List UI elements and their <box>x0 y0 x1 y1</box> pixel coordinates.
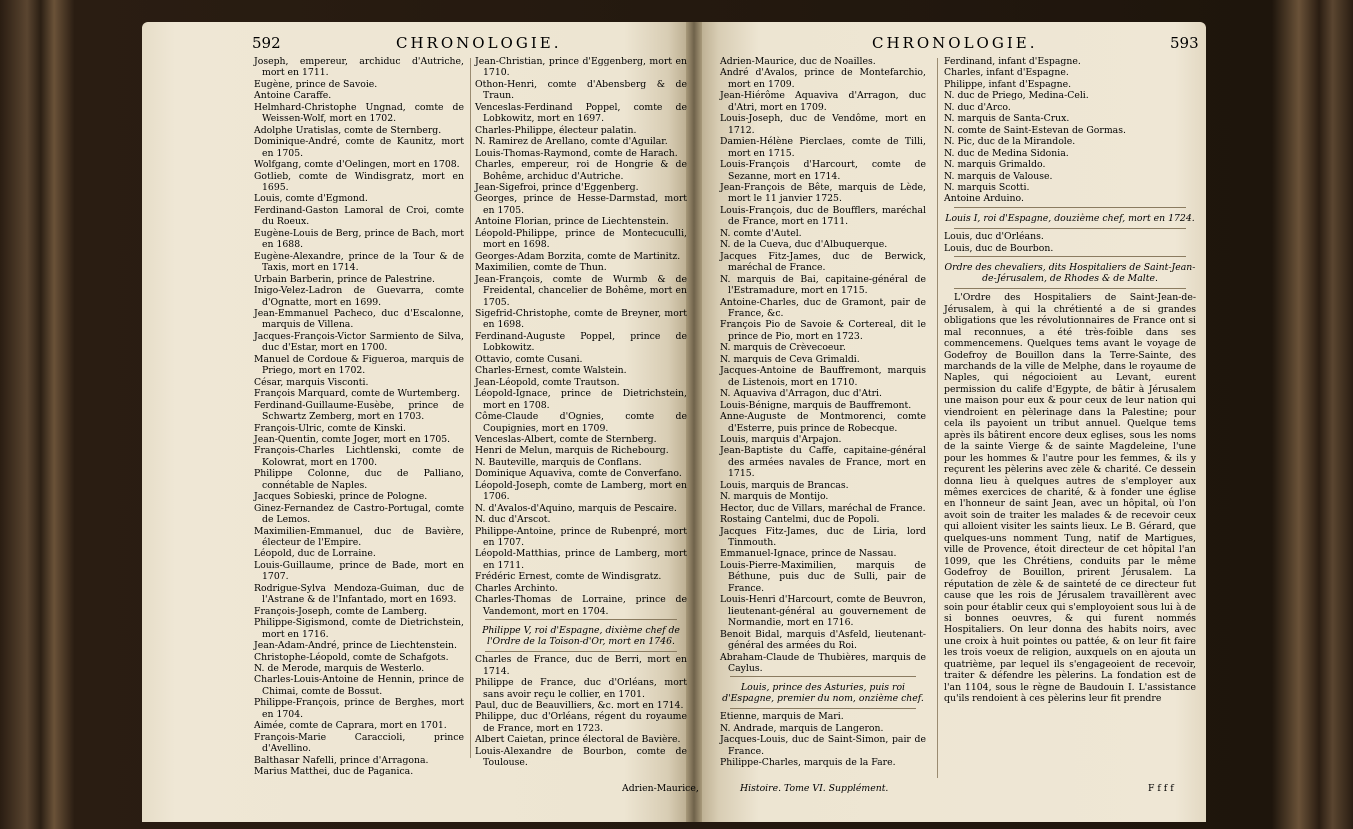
entry: François-Ulric, comte de Kinski. <box>254 422 406 434</box>
section-rule <box>954 228 1186 229</box>
entry: N. Andrade, marquis de Langeron. <box>720 722 884 734</box>
entry: Abraham-Claude de Thubières, marquis de Caylus. <box>720 651 926 675</box>
entry: Jacques-François-Victor Sarmiento de Silva, duc d'Estar, mort en 1700. <box>254 330 464 354</box>
entry: Hector, duc de Villars, maréchal de France. <box>720 502 926 514</box>
entry: N. marquis de Ceva Grimaldi. <box>720 353 860 365</box>
entry: Ferdinand-Guillaume-Eusèbe, prince de Schwartz Zemberg, mort en 1703. <box>254 399 464 423</box>
entry: Emmanuel-Ignace, prince de Nassau. <box>720 548 897 560</box>
entry: Philippe de France, duc d'Orléans, mort sans avoir reçu le collier, en 1701. <box>475 677 687 700</box>
entry: Adolphe Uratislas, comte de Sternberg. <box>254 124 442 136</box>
entry: Ferdinand-Auguste Poppel, prince de Lobkowitz. <box>475 330 687 354</box>
right-column-1 <box>720 56 926 769</box>
entry: Louis-Alexandre de Bourbon, comte de Toulouse. <box>475 745 687 769</box>
entry: Christophe-Léopold, comte de Schafgots. <box>254 651 449 663</box>
section-rule <box>730 676 916 677</box>
entry: Louis-Guillaume, prince de Bade, mort en 1707. <box>254 559 464 583</box>
entry: Léopold, duc de Lorraine. <box>254 548 376 560</box>
entry: Philippe-François, prince de Berghes, mort en 1704. <box>254 697 464 720</box>
entry: N. duc d'Arco. <box>944 101 1011 113</box>
entry: Ottavio, comte Cusani. <box>475 353 583 365</box>
right-column-2 <box>944 56 1196 705</box>
entry: N. duc de Medina Sidonia. <box>944 147 1069 159</box>
section-rule <box>954 256 1186 257</box>
entry: N. marquis de Montijo. <box>720 491 829 503</box>
entry: Ginez-Fernandez de Castro-Portugal, comte de Lemos. <box>254 502 464 526</box>
entry: Anne-Auguste de Montmorenci, comte d'Esterre, puis prince de Robecque. <box>720 411 926 434</box>
entry: Charles de France, duc de Berri, mort en 1714. <box>475 654 687 677</box>
entry: César, marquis Visconti. <box>254 376 369 388</box>
entry: Antoine Florian, prince de Liechtenstein. <box>475 216 669 228</box>
entry: Sigefrid-Christophe, comte de Breyner, mort en 1698. <box>475 307 687 331</box>
entry: Marius Matthei, duc de Paganica. <box>254 766 414 778</box>
entry: Louis, duc de Bourbon. <box>944 242 1054 254</box>
entry: François-Joseph, comte de Lamberg. <box>254 605 428 617</box>
entry: Venceslas-Albert, comte de Sternberg. <box>475 433 657 445</box>
entry: Rostaing Cantelmi, duc de Popoli. <box>720 514 880 526</box>
entry: N. marquis de Santa-Crux. <box>944 113 1070 125</box>
entry: Manuel de Cordoue & Figueroa, marquis de Priego, mort en 1702. <box>254 353 464 377</box>
entry: Eugène-Alexandre, prince de la Tour & de Taxis, mort en 1714. <box>254 250 464 274</box>
entry: Urbain Barberin, prince de Palestrine. <box>254 273 435 285</box>
entry: N. marquis Grimaldo. <box>944 159 1046 171</box>
section-rule <box>730 708 916 709</box>
entry: Jacques-Antoine de Bauffremont, marquis de Listenois, mort en 1710. <box>720 365 926 388</box>
entry: André d'Avalos, prince de Montefarchio, mort en 1709. <box>720 67 926 90</box>
left-page-number: 592 <box>252 34 281 52</box>
hospitaliers-paragraph: L'Ordre des Hospitaliers de Saint-Jean-de-Jérusalem, à qui la chrétienté a de si grandes obligations que les révolutionnaires de France ont si mal reconnues, a été très-foible dans ses commencemens. Quelques tems avant le voyage de Godefroy de Bouillon dans la Terre-Sainte, des marchands de la ville de Melphe, dans le royaume de Naples, qui négocioient au Levant, eurent permission du calife d'Egypte, de bâtir à Jérusalem une maison pour eux & pour ceux de leur nation qui viendroient en pèlerinage dans la Palestine; pour cela ils payoient un tribut annuel. Quelque tems après ils bâtirent encore deux eglises, sous les noms de la sainte Vierge & de sainte Magdeleine, l'une pour les hommes & l'autre pour les femmes, & ils y reçurent les pèlerins avec zèle & charité. Ce dessein donna lieu à quelques autres de s'employer aux mêmes exercices de charité, & à fonder une église en l'honneur de saint Jean, avec un hôpital, où l'on avoit soin de traiter les malades & de recevoir ceux qui alloient visiter les saints lieux. Le B. Gérard, que quelques-uns nomment Tung, natif de Martigues, ville de Provence, étoit directeur de cet hôpital l'an 1099, que les Chrétiens, conduits par le même Godefroy de Bouillon, prirent Jérusalem. La réputation de zèle & de sainteté de ce directeur fut cause que les rois de Jérusalem travaillèrent avec soin pour établir ceux qui s'employoient sous lui à de si bonnes oeuvres, & qui furent nommés Hospitaliers. On leur donna des habits noirs, avec une croix à huit pointes ou pattée, & on leur fit faire les trois voeux de religion, auxquels on en ajouta un quatrième, par lequel ils s'engageoient de recevoir, traiter & défendre les pèlerins. La fondation est de l'an 1104, sous le règne de Baudouin I. L'assistance qu'ils rendoient à ces pèlerins leur fit prendre <box>944 292 1196 705</box>
left-running-head: CHRONOLOGIE. <box>396 34 562 52</box>
entry: Henri de Melun, marquis de Richebourg. <box>475 445 669 457</box>
entry: Eugène, prince de Savoie. <box>254 78 378 90</box>
entry: Charles, infant d'Espagne. <box>944 67 1069 79</box>
entry: Louis-Bénigne, marquis de Bauffremont. <box>720 399 912 411</box>
left-column-2 <box>475 56 687 769</box>
entry: N. de Merode, marquis de Westerlo. <box>254 663 425 675</box>
entry: N. Ramirez de Arellano, comte d'Aguilar. <box>475 136 668 148</box>
entry: Charles-Ernest, comte Walstein. <box>475 365 627 377</box>
entry: Léopold-Ignace, prince de Dietrichstein, mort en 1708. <box>475 388 687 411</box>
entry: Louis-Thomas-Raymond, comte de Harach. <box>475 147 678 159</box>
entry: Joseph, empereur, archiduc d'Autriche, mort en 1711. <box>254 56 464 79</box>
entry: Eugène-Louis de Berg, prince de Bach, mort en 1688. <box>254 227 464 251</box>
entry: Helmhard-Christophe Ungnad, comte de Weissen-Wolf, mort en 1702. <box>254 101 464 125</box>
entry: Dominique Aquaviva, comte de Converfano. <box>475 468 682 480</box>
entry: Maximilien, comte de Thun. <box>475 262 607 274</box>
entry: Philippe-Charles, marquis de la Fare. <box>720 757 896 769</box>
entry: Balthasar Nafelli, prince d'Arragona. <box>254 754 429 766</box>
entry: Charles Archinto. <box>475 582 558 594</box>
entry: Othon-Henri, comte d'Abensberg & de Traun. <box>475 78 687 102</box>
section-rule <box>485 651 677 652</box>
right-column-divider <box>937 58 938 778</box>
entry: Charles-Louis-Antoine de Hennin, prince de Chimai, comte de Bossut. <box>254 674 464 697</box>
entry: Jean-François, comte de Wurmb & de Freidental, chancelier de Bohême, mort en 1705. <box>475 273 687 308</box>
section-rule <box>954 288 1186 289</box>
entry: N. marquis de Valouse. <box>944 170 1053 182</box>
entry: Jean-François de Bête, marquis de Lède, mort le 11 janvier 1725. <box>720 181 926 205</box>
entry: Benoit Bidal, marquis d'Asfeld, lieutenant-général des armées du Roi. <box>720 628 926 652</box>
entry: Louis, marquis d'Arpajon. <box>720 433 842 445</box>
entry: N. Pic, duc de la Mirandole. <box>944 136 1076 148</box>
entry: François Marquard, comte de Wurtemberg. <box>254 388 460 400</box>
left-catchword: Adrien-Maurice, <box>622 783 699 794</box>
entry: Gotlieb, comte de Windisgratz, mort en 1695. <box>254 170 464 193</box>
entry: N. duc d'Arscot. <box>475 514 551 526</box>
entry: Frédéric Ernest, comte de Windisgratz. <box>475 571 662 583</box>
entry: Etienne, marquis de Mari. <box>720 711 844 723</box>
entry: Antoine Caraffe. <box>254 90 332 102</box>
entry: Jean-Sigefroi, prince d'Eggenberg. <box>475 181 639 193</box>
entry: Paul, duc de Beauvilliers, &c. mort en 1714. <box>475 700 684 712</box>
entry: N. marquis de Bai, capitaine-général de l'Estramadure, mort en 1715. <box>720 273 926 297</box>
entry: Jean-Quentin, comte Joger, mort en 1705. <box>254 433 451 445</box>
entry: Louis, comte d'Egmond. <box>254 193 368 205</box>
entry: Louis-Henri d'Harcourt, comte de Beuvron, lieutenant-général au gouvernement de Normandie, mort en 1716. <box>720 594 926 629</box>
entry: Jacques Fitz-James, duc de Berwick, maréchal de France. <box>720 250 926 274</box>
left-column-divider <box>470 58 471 758</box>
entry: N. de la Cueva, duc d'Albuquerque. <box>720 239 888 251</box>
entry: Jean-Christian, prince d'Eggenberg, mort en 1710. <box>475 56 687 79</box>
section-rule <box>485 619 677 620</box>
entry: Philippe-Antoine, prince de Rubenpré, mort en 1707. <box>475 525 687 549</box>
entry: Jean-Emmanuel Pacheco, duc d'Escalonne, marquis de Villena. <box>254 307 464 331</box>
entry: Georges-Adam Borzita, comte de Martinitz. <box>475 250 681 262</box>
entry: Côme-Claude d'Ognies, comte de Coupignies, mort en 1709. <box>475 411 687 434</box>
entry: N. comte de Saint-Estevan de Gormas. <box>944 124 1126 136</box>
left-column-1 <box>254 56 464 778</box>
entry: Jacques Fitz-James, duc de Liria, lord Tinmouth. <box>720 525 926 549</box>
entry: François Pio de Savoie & Cortereal, dit le prince de Pio, mort en 1723. <box>720 319 926 342</box>
section-heading-philippe-v: Philippe V, roi d'Espagne, dixième chef de l'Ordre de la Toison-d'Or, mort en 1746. <box>482 625 680 647</box>
entry: Adrien-Maurice, duc de Noailles. <box>720 56 876 67</box>
entry: Louis-François, duc de Boufflers, maréchal de France, mort en 1711. <box>720 204 926 228</box>
entry: Léopold-Matthias, prince de Lamberg, mort en 1711. <box>475 548 687 571</box>
entry: Maximilien-Emmanuel, duc de Bavière, électeur de l'Empire. <box>254 525 464 549</box>
entry: Jacques Sobieski, prince de Pologne. <box>254 491 428 503</box>
entry: Léopold-Philippe, prince de Montecuculli, mort en 1698. <box>475 227 687 251</box>
section-heading-louis-asturies: Louis, prince des Asturies, puis roi d'Espagne, premier du nom, onzième chef. <box>722 682 924 704</box>
section-heading-hospitaliers: Ordre des chevaliers, dits Hospitaliers de Saint-Jean-de-Jérusalem, de Rhodes & de Malte. <box>944 262 1196 284</box>
entry: Inigo-Velez-Ladron de Guevarra, comte d'Ognatte, mort en 1699. <box>254 285 464 308</box>
entry: Philippe, duc d'Orléans, régent du royaume de France, mort en 1723. <box>475 711 687 734</box>
entry: Louis-Joseph, duc de Vendôme, mort en 1712. <box>720 113 926 136</box>
entry: Albert Caietan, prince électoral de Bavière. <box>475 734 681 746</box>
entry: Damien-Hélène Pierclaes, comte de Tilli, mort en 1715. <box>720 136 926 159</box>
entry: Rodrigue-Sylva Mendoza-Guiman, duc de l'Astrane & de l'Infantado, mort en 1693. <box>254 582 464 606</box>
entry: N. d'Avalos-d'Aquino, marquis de Pescaire. <box>475 502 677 514</box>
entry: N. Bauteville, marquis de Conflans. <box>475 456 642 468</box>
entry: Georges, prince de Hesse-Darmstad, mort en 1705. <box>475 193 687 216</box>
entry: Louis, duc d'Orléans. <box>944 231 1044 243</box>
entry: Aimée, comte de Caprara, mort en 1701. <box>254 720 447 732</box>
entry: Ferdinand-Gaston Lamoral de Croi, comte du Roeux. <box>254 204 464 228</box>
section-rule <box>954 207 1186 208</box>
entry: N. duc de Priego, Medina-Celi. <box>944 90 1089 102</box>
entry: N. marquis de Crèvecoeur. <box>720 342 846 354</box>
entry: Charles-Philippe, électeur palatin. <box>475 124 637 136</box>
entry: N. comte d'Autel. <box>720 227 802 239</box>
entry: Philippe, infant d'Espagne. <box>944 78 1072 90</box>
right-running-head: CHRONOLOGIE. <box>872 34 1038 52</box>
entry: Charles, empereur, roi de Hongrie & de Bohême, archiduc d'Autriche. <box>475 159 687 182</box>
entry: N. marquis Scotti. <box>944 181 1030 193</box>
entry: François-Charles Lichtlenski, comte de Kolowrat, mort en 1700. <box>254 445 464 468</box>
entry: Léopold-Joseph, comte de Lamberg, mort en 1706. <box>475 479 687 503</box>
entry: Jean-Adam-André, prince de Liechtenstein. <box>254 640 457 652</box>
entry: Jean-Hiérôme Aquaviva d'Arragon, duc d'Atri, mort en 1709. <box>720 90 926 113</box>
entry: Antoine Arduino. <box>944 193 1024 205</box>
entry: N. Aquaviva d'Arragon, duc d'Atri. <box>720 388 882 400</box>
entry: Jean-Léopold, comte Trautson. <box>475 376 620 388</box>
entry: Louis, marquis de Brancas. <box>720 479 849 491</box>
right-page-number: 593 <box>1170 34 1199 52</box>
entry: Ferdinand, infant d'Espagne. <box>944 56 1081 67</box>
entry: Jean-Baptiste du Caffe, capitaine-général des armées navales de France, mort en 1715. <box>720 445 926 480</box>
entry: Antoine-Charles, duc de Gramont, pair de France, &c. <box>720 296 926 319</box>
entry: Charles-Thomas de Lorraine, prince de Vandemont, mort en 1704. <box>475 594 687 617</box>
signature-mark: F f f f <box>1148 783 1174 794</box>
entry: Venceslas-Ferdinand Poppel, comte de Lobkowitz, mort en 1697. <box>475 101 687 125</box>
entry: Louis-Pierre-Maximilien, marquis de Béthune, puis duc de Sulli, pair de France. <box>720 559 926 594</box>
entry: Philippe-Sigismond, comte de Dietrichstein, mort en 1716. <box>254 617 464 640</box>
entry: François-Marie Caraccioli, prince d'Avellino. <box>254 731 464 755</box>
entry: Jacques-Louis, duc de Saint-Simon, pair de France. <box>720 734 926 757</box>
book-gutter <box>686 22 702 822</box>
entry: Wolfgang, comte d'Oelingen, mort en 1708. <box>254 159 460 171</box>
page-footer: Histoire. Tome VI. Supplément. <box>740 783 889 794</box>
entry: Louis-François d'Harcourt, comte de Sezanne, mort en 1714. <box>720 159 926 182</box>
entry: Philippe Colonne, duc de Palliano, connétable de Naples. <box>254 468 464 491</box>
section-heading-louis-i: Louis I, roi d'Espagne, douzième chef, mort en 1724. <box>945 212 1195 224</box>
entry: Dominique-André, comte de Kaunitz, mort en 1705. <box>254 136 464 159</box>
